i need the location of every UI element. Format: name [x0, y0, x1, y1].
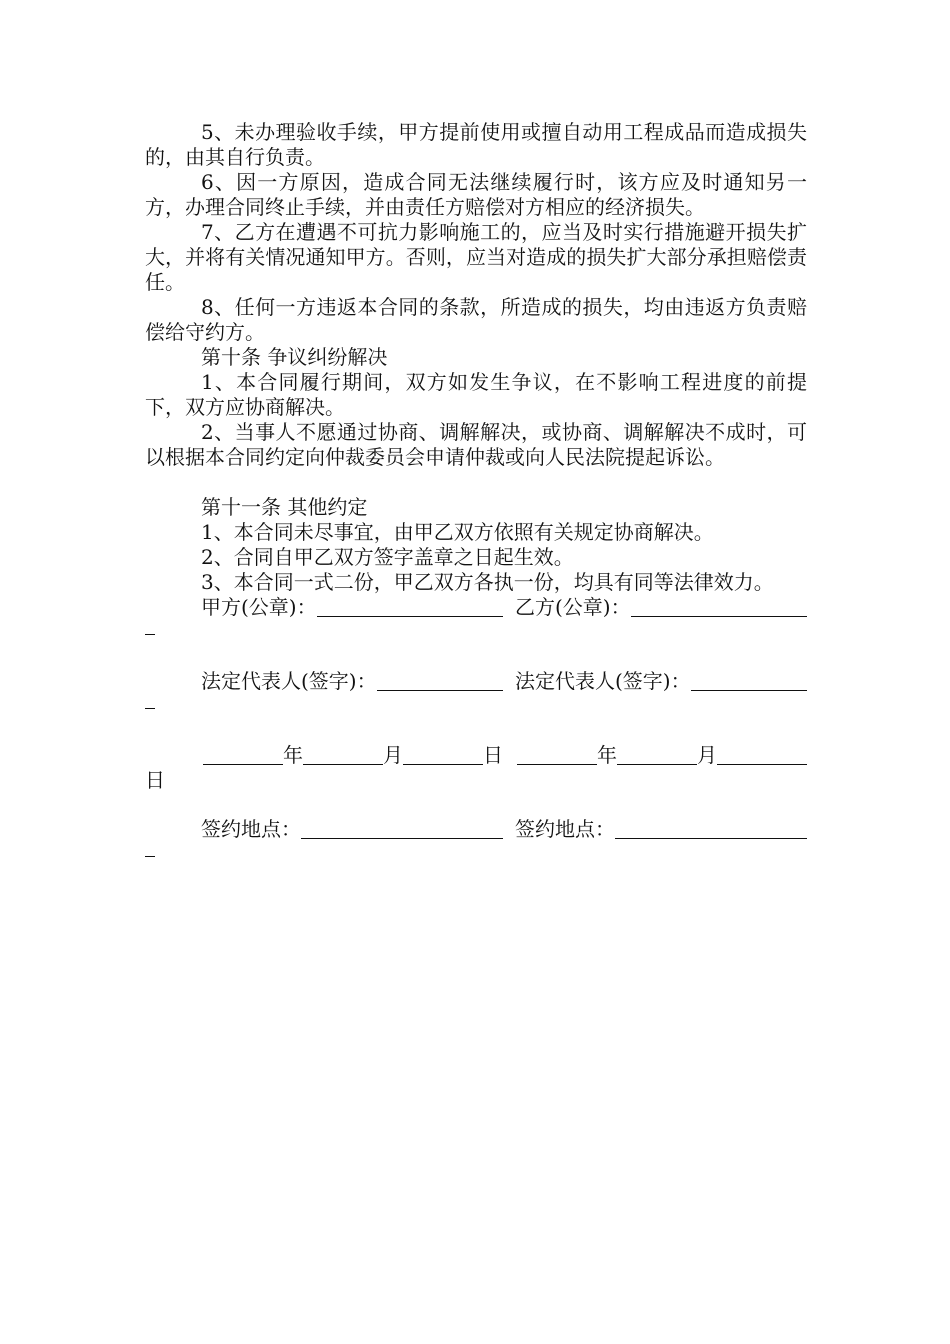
month-a-label: 月 [383, 743, 403, 767]
year-b-line[interactable] [517, 746, 597, 765]
party-b-seal [515, 595, 807, 620]
representative-row [145, 669, 807, 694]
day-a-label: 日 [483, 743, 503, 767]
date-tail [145, 768, 807, 793]
seal-row [145, 595, 807, 620]
rep-a-label: 法定代表人(签字)： [201, 669, 377, 693]
place-a-label: 签约地点： [201, 817, 301, 841]
article-11-item-3: 3、本合同一式二份，甲乙双方各执一份，均具有同等法律效力。 [201, 570, 774, 594]
underline-tail [145, 708, 155, 709]
underline-tail [145, 856, 155, 857]
day-a-line[interactable] [403, 746, 483, 765]
article-10-item-1: 1、本合同履行期间，双方如发生争议，在不影响工程进度的前提下，双方应协商解决。 [145, 370, 807, 419]
contract-page [145, 120, 807, 891]
underline-tail [145, 634, 155, 635]
date-b [517, 743, 807, 768]
rep-b [515, 669, 807, 694]
rep-a [201, 669, 515, 694]
place-b [515, 817, 807, 842]
day-b-line[interactable] [717, 746, 807, 765]
party-b-seal-label: 乙方(公章)： [515, 595, 631, 619]
article-11-title: 第十一条 其他约定 [201, 495, 368, 519]
spacer [145, 470, 807, 495]
wrap-tail [145, 842, 807, 867]
year-b-label: 年 [597, 743, 617, 767]
month-b-line[interactable] [617, 746, 697, 765]
wrap-tail [145, 620, 807, 645]
wrap-tail [145, 694, 807, 719]
article-11-item-2: 2、合同自甲乙双方签字盖章之日起生效。 [201, 545, 574, 569]
party-b-seal-line[interactable] [631, 598, 807, 617]
clause-7: 7、乙方在遭遇不可抗力影响施工的，应当及时实行措施避开损失扩大，并将有关情况通知甲方。否则，应当对造成的损失扩大部分承担赔偿责任。 [145, 220, 807, 294]
clause-8: 8、任何一方违返本合同的条款，所造成的损失，均由违返方负责赔偿给守约方。 [145, 295, 807, 344]
place-a-line[interactable] [301, 820, 503, 839]
party-a-seal-line[interactable] [317, 598, 503, 617]
place-b-line[interactable] [615, 820, 807, 839]
date-row [145, 743, 807, 768]
rep-b-label: 法定代表人(签字)： [515, 669, 691, 693]
year-a-line[interactable] [203, 746, 283, 765]
article-10-title: 第十条 争议纠纷解决 [201, 345, 388, 369]
date-a [203, 743, 517, 768]
month-a-line[interactable] [303, 746, 383, 765]
rep-a-line[interactable] [377, 672, 503, 691]
month-b-label: 月 [697, 743, 717, 767]
place-row [145, 817, 807, 842]
party-a-seal-label: 甲方(公章)： [201, 595, 317, 619]
party-a-seal [201, 595, 515, 620]
clause-5: 5、未办理验收手续，甲方提前使用或擅自动用工程成品而造成损失的，由其自行负责。 [145, 120, 807, 169]
day-b-label: 日 [145, 768, 165, 792]
clause-6: 6、因一方原因，造成合同无法继续履行时，该方应及时通知另一方，办理合同终止手续，并由责任方赔偿对方相应的经济损失。 [145, 170, 807, 219]
rep-b-line[interactable] [691, 672, 807, 691]
year-a-label: 年 [283, 743, 303, 767]
article-10-item-2: 2、当事人不愿通过协商、调解解决，或协商、调解解决不成时，可以根据本合同约定向仲裁委员会申请仲裁或向人民法院提起诉讼。 [145, 420, 807, 469]
article-11-item-1: 1、本合同未尽事宜，由甲乙双方依照有关规定协商解决。 [201, 520, 714, 544]
place-a [201, 817, 515, 842]
place-b-label: 签约地点： [515, 817, 615, 841]
